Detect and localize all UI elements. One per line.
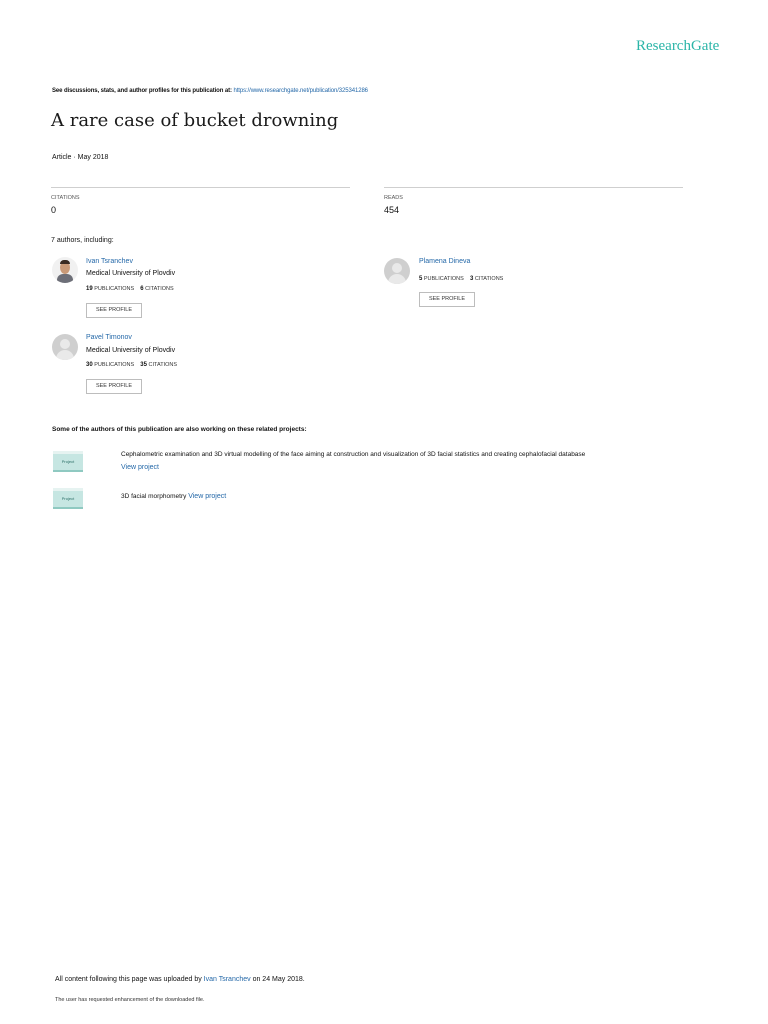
author-avatar[interactable] <box>384 258 410 284</box>
publications-label: PUBLICATIONS <box>94 286 135 292</box>
author-counts <box>86 286 174 292</box>
project-thumbnail[interactable] <box>53 451 83 472</box>
researchgate-logo[interactable]: ResearchGate <box>636 38 720 54</box>
project-title: Cephalometric examination and 3D virtual modelling of the face aiming at construction and visualization of 3D facial statistics and creating cephalofacial database <box>121 451 586 458</box>
citations-label: CITATIONS <box>145 286 174 292</box>
see-profile-button[interactable]: SEE PROFILE <box>419 292 475 307</box>
divider <box>384 187 683 188</box>
uploader-link[interactable]: Ivan Tsranchev <box>203 976 251 983</box>
project-row <box>121 493 226 500</box>
author-avatar[interactable] <box>52 257 78 283</box>
discussion-lead: See discussions, stats, and author profiles for this publication at: <box>52 88 232 94</box>
upload-note <box>55 976 305 983</box>
citations-label: CITATIONS <box>51 195 80 201</box>
author-name-link[interactable]: Ivan Tsranchev <box>86 258 133 265</box>
publication-meta: Article · May 2018 <box>52 154 109 161</box>
publications-label: PUBLICATIONS <box>94 362 135 368</box>
citations-count: 35 <box>140 362 147 368</box>
publication-url-link[interactable]: https://www.researchgate.net/publication/325341286 <box>233 88 368 94</box>
publications-count: 30 <box>86 362 93 368</box>
project-title: 3D facial morphometry <box>121 493 187 500</box>
publications-count: 19 <box>86 286 93 292</box>
discussion-line <box>52 88 368 94</box>
enhancement-note: The user has requested enhancement of the downloaded file. <box>55 997 205 1003</box>
author-affiliation: Medical University of Plovdiv <box>86 270 176 277</box>
publications-count: 5 <box>419 276 423 282</box>
publication-title: A rare case of bucket drowning <box>51 110 339 131</box>
project-thumbnail[interactable] <box>53 488 83 509</box>
author-counts <box>86 362 177 368</box>
author-affiliation: Medical University of Plovdiv <box>86 347 176 354</box>
citations-label: CITATIONS <box>148 362 178 368</box>
reads-count: 454 <box>384 205 400 215</box>
see-profile-button[interactable]: SEE PROFILE <box>86 303 142 318</box>
publications-label: PUBLICATIONS <box>423 276 464 282</box>
upload-pre: All content following this page was uploaded by <box>55 976 202 983</box>
citations-label: CITATIONS <box>474 276 504 282</box>
citations-count: 0 <box>51 205 57 215</box>
author-name-link[interactable]: Plamena Dineva <box>419 258 471 265</box>
view-project-link[interactable]: View project <box>121 464 160 471</box>
author-counts <box>419 276 503 282</box>
related-projects-heading: Some of the authors of this publication are also working on these related projects: <box>52 426 307 433</box>
author-name-link[interactable]: Pavel Timonov <box>86 334 132 341</box>
divider <box>51 187 350 188</box>
author-avatar[interactable] <box>52 334 78 360</box>
citations-count: 6 <box>140 286 144 292</box>
citations-count: 3 <box>469 276 474 282</box>
see-profile-button[interactable]: SEE PROFILE <box>86 379 142 394</box>
view-project-link[interactable]: View project <box>188 493 227 500</box>
authors-heading: 7 authors, including: <box>51 237 114 244</box>
project-thumbnail-label: Project <box>53 491 83 509</box>
project-thumbnail-label: Project <box>53 454 83 472</box>
reads-label: READS <box>384 195 403 201</box>
upload-post: on 24 May 2018. <box>252 976 305 983</box>
